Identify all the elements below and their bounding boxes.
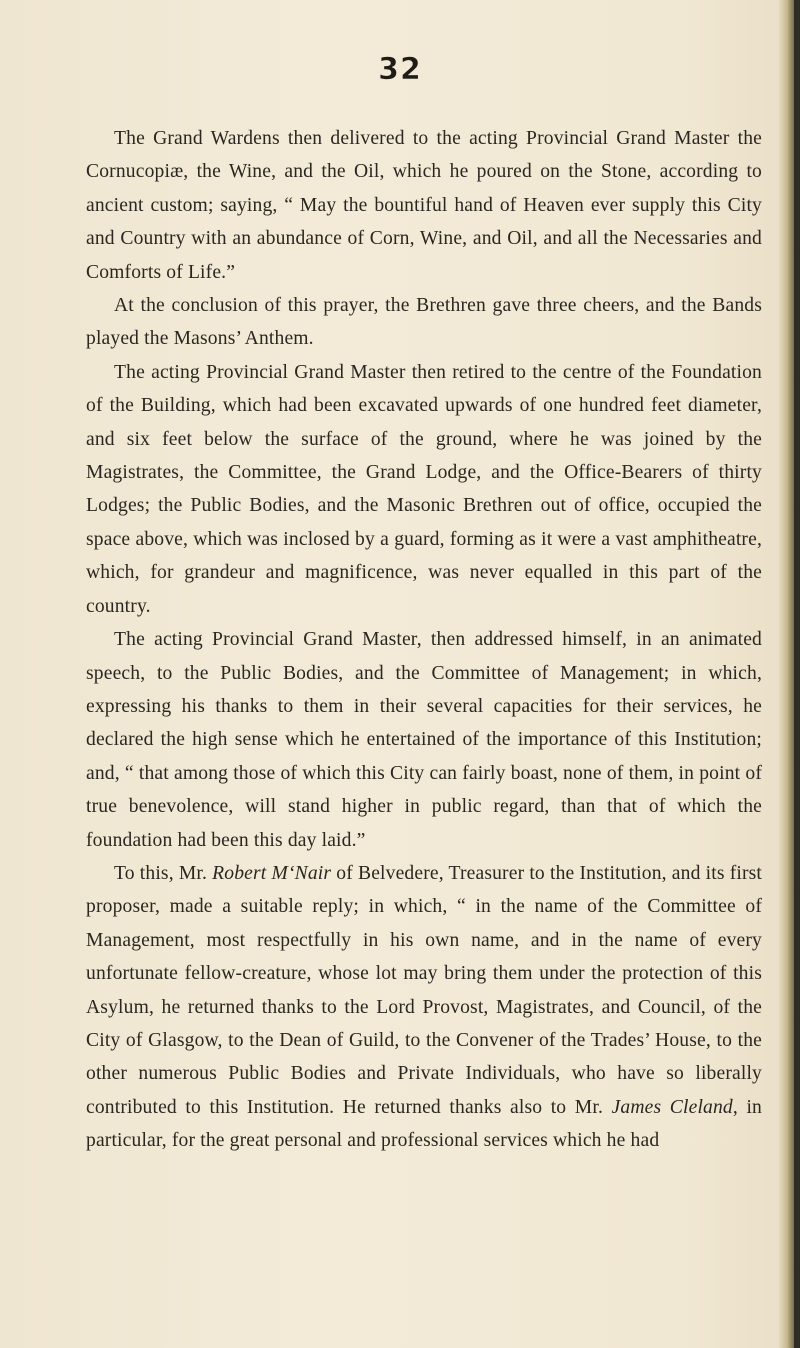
text-run: The acting Provincial Grand Master then retired to the centre of the Foundation of the Building, which had been excavated upwards of one hundred feet diameter, and six feet below the surface of the ground, where he was joined by the Magistrates, the Committee, the Grand Lodge, and the Office-Bearers of thirty Lodges; the Public Bodies, and the Masonic Brethren out of office, occupied the space above, which was inclosed by a guard, forming as it were a vast amphitheatre, which, for grandeur and magnificence, was never equalled in this part of the country. (86, 361, 762, 617)
page-edge (794, 0, 800, 1348)
body-text (86, 122, 762, 1158)
text-run: of Belvedere, Treasurer to the Institution, and its first proposer, made a suitable reply; in which, “ in the name of the Committee of Management, most respectfully in his own name, and in the name of every unfortunate fellow-creature, whose lot may bring them under the protection of this Asylum, he returned thanks to the Lord Provost, Magistrates, and Council, of the City of Glasgow, to the Dean of Guild, to the Convener of the Trades’ House, to the other numerous Public Bodies and Private Individuals, who have so liberally contributed to this Institution. He returned thanks also to Mr. (86, 862, 763, 1118)
text-run: At the conclusion of this prayer, the Brethren gave three cheers, and the Bands played the Masons’ Anthem. (86, 295, 762, 350)
text-run: To this, Mr. (114, 862, 213, 884)
paragraph (86, 857, 762, 1158)
text-run: The acting Provincial Grand Master, then addressed himself, in an animated speech, to the Public Bodies, and the Committee of Management; in which, expressing his thanks to them in their several capacities for their services, he declared the high sense which he entertained of the importance of this Institution; and, “ that among those of which this City can fairly boast, none of them, in point of true benevolence, will stand higher in public regard, than that of which the foundation had been this day laid.” (86, 629, 762, 851)
paragraph (86, 623, 762, 857)
paragraph (86, 356, 762, 623)
paragraph (86, 289, 762, 356)
paragraph (86, 122, 762, 289)
text-run: , in particular, for the great personal and professional services which he had (86, 1096, 762, 1152)
page-number: 32 (378, 52, 422, 87)
text-run: The Grand Wardens then delivered to the acting Provincial Grand Master the Cornucopiæ, the Wine, and the Oil, which he poured on the Stone, according to ancient custom; saying, “ May the bountiful hand of Heaven ever supply this City and Country with an abundance of Corn, Wine, and Oil, and all the Necessaries and Comforts of Life.” (86, 128, 762, 283)
italic-name: Robert M‘Nair (212, 862, 332, 884)
italic-name: James Cleland (611, 1096, 733, 1118)
